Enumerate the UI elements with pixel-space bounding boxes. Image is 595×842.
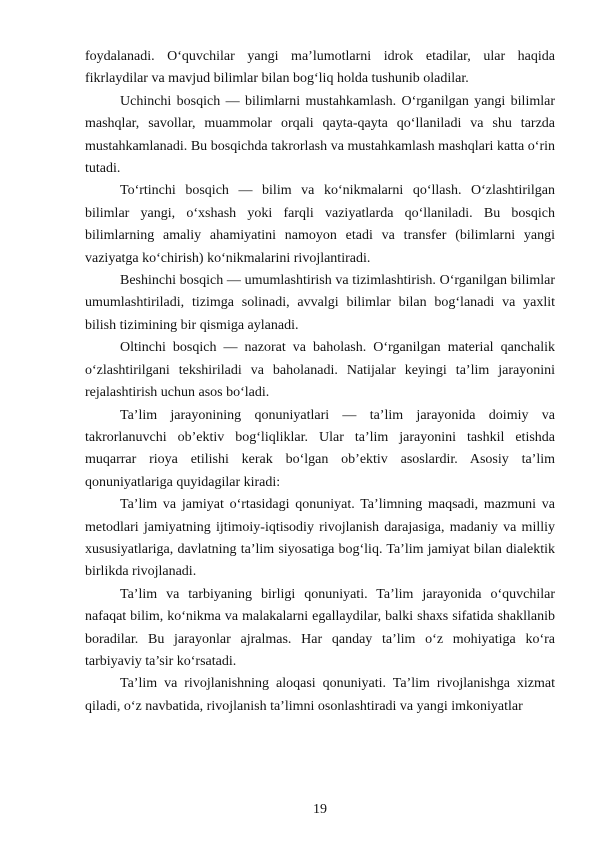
paragraph-education-society-law: Ta’lim va jamiyat o‘rtasidagi qonuniyat. Ta’limning maqsadi, mazmuni va metodlari jamiyatning ijtimoiy-iqtisodiy rivojlanish darajasiga, madaniy va milliy xususiyatlariga, davlatning ta’lim siyosatiga bog‘liq. Ta’lim jamiyat bilan dialektik birlikda rivojlanadi. [85, 497, 555, 580]
paragraph-education-upbringing-law: Ta’lim va tarbiyaning birligi qonuniyati. Ta’lim jarayonida o‘quvchilar nafaqat bilim, ko‘nikma va malakalarni egallaydilar, balki shaxs sifatida shakllanib boradilar. Bu jarayonlar ajralmas. Har qanday ta’lim o‘z mohiyatiga ko‘ra tarbiyaviy ta’sir ko‘rsatadi. [85, 586, 555, 669]
paragraph-stage-six: Oltinchi bosqich — nazorat va baholash. O‘rganilgan material qanchalik o‘zlashtirilgani tekshiriladi va baholanadi. Natijalar keyingi ta’lim jarayonini rejalashtirish uchun asos bo‘ladi. [85, 340, 555, 401]
paragraph-stage-five: Beshinchi bosqich — umumlashtirish va tizimlashtirish. O‘rganilgan bilimlar umumlashtiriladi, tizimga solinadi, avvalgi bilimlar bilan bog‘lanadi va yaxlit bilish tizimining bir qismiga aylanadi. [85, 273, 555, 333]
page-number: 19 [313, 802, 327, 817]
paragraph-education-development-law: Ta’lim va rivojlanishning aloqasi qonuniyati. Ta’lim rivojlanishga xizmat qiladi, o‘z navbatida, rivojlanish ta’limni osonlashtiradi va yangi imkoniyatlar [85, 676, 555, 714]
paragraph-stage-four: To‘rtinchi bosqich — bilim va ko‘nikmalarni qo‘llash. O‘zlashtirilgan bilimlar yangi, o‘xshash yoki farqli vaziyatlarda qo‘llaniladi. Bu bosqich bilimlarning amaliy ahamiyatini namoyon etadi va transfer (bilimlarni yangi vaziyatga ko‘chirish) ko‘nikmalarini rivojlantiradi. [85, 183, 555, 266]
paragraph-learning-laws: Ta’lim jarayonining qonuniyatlari — ta’lim jarayonida doimiy va takrorlanuvchi ob’ektiv bog‘liqliklar. Ular ta’lim jarayonini tashkil etishda muqarrar rioya etilishi kerak bo‘lgan ob’ektiv asoslardir. Asosiy ta’lim qonuniyatlariga quyidagilar kiradi: [85, 407, 555, 490]
paragraph-continuation: foydalanadi. O‘quvchilar yangi ma’lumotlarni idrok etadilar, ular haqida fikrlaydilar va mavjud bilimlar bilan bog‘liq holda tushunib oladilar. [85, 49, 555, 87]
body-text [85, 46, 555, 718]
paragraph-stage-three: Uchinchi bosqich — bilimlarni mustahkamlash. O‘rganilgan yangi bilimlar mashqlar, savollar, muammolar orqali qayta-qayta qo‘llaniladi va shu tarzda mustahkamlanadi. Bu bosqichda takrorlash va mustahkamlash mashqlari katta o‘rin tutadi. [85, 93, 555, 177]
